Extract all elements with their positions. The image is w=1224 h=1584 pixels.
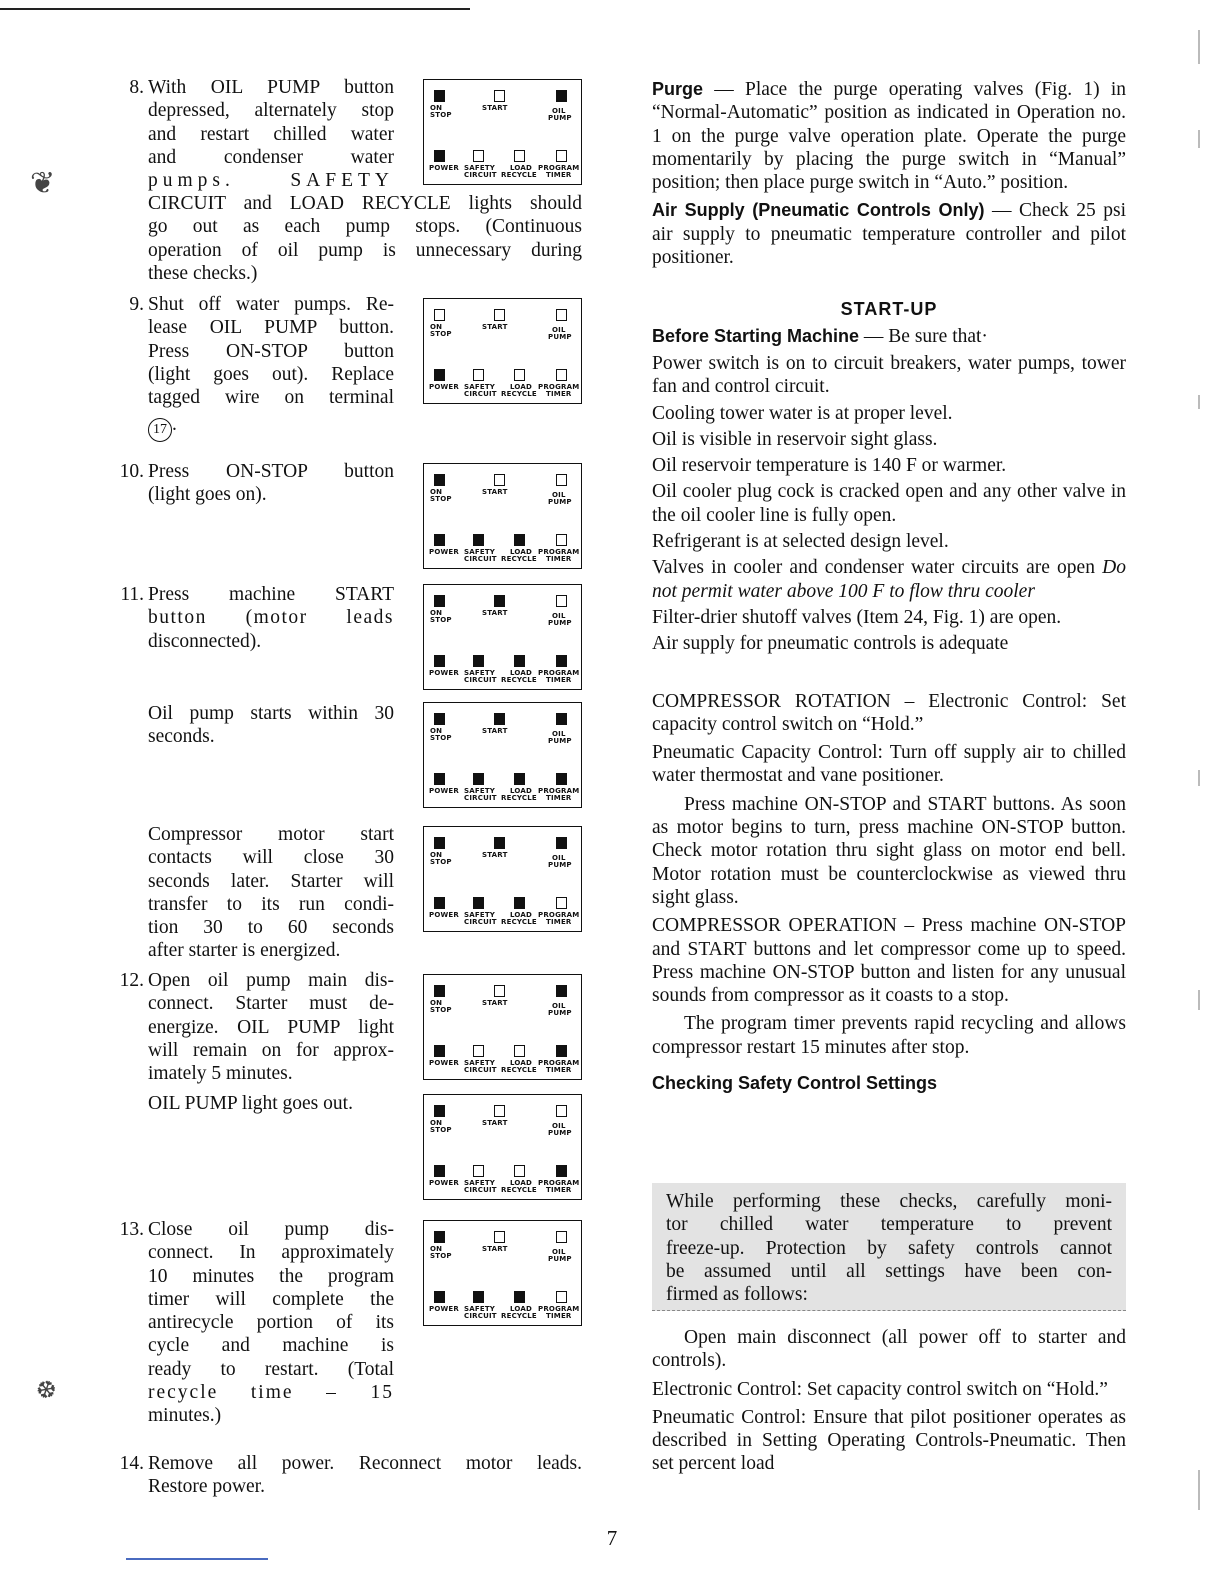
oil-pump-light (556, 985, 567, 997)
step-text-line: tagged wire on terminal (148, 387, 394, 409)
indicator-panel-step-8 (423, 79, 582, 185)
step-text-line: and restart chilled water (148, 123, 394, 145)
start-light (494, 837, 505, 849)
power-light (434, 897, 445, 909)
step-number: 8. (129, 77, 144, 98)
circuit-label: CIRCUIT (464, 555, 497, 563)
pump-label: PUMP (548, 619, 572, 627)
air-supply-paragraph (652, 199, 1126, 269)
caution-line: tor chilled water temperature to prevent (666, 1214, 1112, 1236)
step-text-line: and condenser water (148, 146, 394, 168)
load-recycle-light (514, 773, 525, 785)
power-light (434, 1165, 445, 1177)
load-label: LOAD (510, 911, 533, 919)
before-starting-heading: Before Starting Machine (652, 325, 860, 346)
step-text-line: Shut off water pumps. Re- (148, 294, 394, 315)
compressor-operation-paragraph: COMPRESSOR OPERATION – Press machine ON-STOP and START buttons and let compressor come up to speed. Press machine ON-STOP button and listen for any unusual sounds from compressor as it coasts to a stop. (652, 915, 1126, 1007)
step-text-line: disconnected). (148, 630, 262, 652)
checklist-item: Oil is visible in reservoir sight glass. (652, 428, 938, 450)
program-label: PROGRAM (538, 1179, 580, 1187)
edge-tick (1198, 1470, 1200, 1510)
on-stop-light (434, 595, 445, 607)
before-starting-paragraph (652, 325, 1126, 348)
start-label: START (482, 999, 508, 1007)
safety-label: SAFETY (464, 1179, 496, 1187)
step-text-line: ready to restart. (Total (148, 1358, 394, 1380)
pump-label: PUMP (548, 333, 572, 341)
purge-paragraph (652, 78, 1126, 194)
start-light (494, 90, 505, 102)
power-label: POWER (429, 669, 459, 677)
checklist-item: Power switch is on to circuit breakers, water pumps, tower fan and control circuit. (652, 352, 1126, 398)
pump-label: PUMP (548, 1129, 572, 1137)
step-text-line: (light goes on). (148, 484, 267, 506)
rotation-check-paragraph: Press machine ON-STOP and START buttons. As soon as motor begins to turn, press machine ON-STOP button. Check motor rotation thru sight glass on motor end bell. Motor rotation must be counterclockwise as viewed thru sight glass. (652, 793, 1126, 908)
checklist-item-valves (652, 556, 1126, 603)
program-timer-light (556, 897, 567, 909)
load-label: LOAD (510, 1059, 533, 1067)
on-label: ON (430, 488, 443, 496)
step-text-line: Remove all power. Reconnect motor leads. (148, 1453, 582, 1474)
safety-circuit-light (473, 369, 484, 381)
power-light (434, 369, 445, 381)
power-light (434, 773, 445, 785)
stop-label: STOP (430, 1006, 452, 1014)
step-text-line: Restore power. (148, 1476, 265, 1498)
load-label: LOAD (510, 164, 533, 172)
safety-label: SAFETY (464, 911, 496, 919)
safety-label: SAFETY (464, 787, 496, 795)
on-stop-light (434, 309, 445, 321)
program-timer-paragraph: The program timer prevents rapid recycling and allows compressor restart 15 minutes after stop. (652, 1013, 1126, 1058)
indicator-panel-step-11-compressor (423, 826, 582, 932)
on-stop-light (434, 474, 445, 486)
timer-label: TIMER (546, 390, 572, 398)
timer-label: TIMER (546, 918, 572, 926)
step-text-line: Press ON-STOP button (148, 461, 394, 482)
step-text-line: Press machine START (148, 584, 394, 605)
oil-label: OIL (552, 107, 566, 115)
recycle-label: RECYCLE (501, 676, 537, 684)
timer-label: TIMER (546, 1186, 572, 1194)
start-label: START (482, 104, 508, 112)
circuit-label: CIRCUIT (464, 918, 497, 926)
step-number: 11. (120, 584, 144, 605)
oil-pump-light (556, 1231, 567, 1243)
caution-line: be assumed until all settings have been con- (666, 1260, 1112, 1282)
program-label: PROGRAM (538, 1305, 580, 1313)
program-label: PROGRAM (538, 787, 580, 795)
compressor-rotation-paragraph: COMPRESSOR ROTATION – Electronic Control: Set capacity control switch on “Hold.” (652, 690, 1126, 735)
step-text-line: operation of oil pump is unnecessary during (148, 239, 582, 261)
step-text-line: these checks.) (148, 262, 258, 284)
step-number: 13. (119, 1219, 144, 1240)
indicator-panel-step-11-oil-pump (423, 702, 582, 808)
start-label: START (482, 609, 508, 617)
recycle-label: RECYCLE (501, 794, 537, 802)
start-label: START (482, 851, 508, 859)
purge-text: — Place the purge operating valves (Fig. 1) in “Normal-Automatic” position as indicated in Operation no. 1 on the purge valve operation plate. Operate the purge momentarily by placing the purge switch in “Manual” position; then place purge switch in “Auto.” position. (652, 79, 1126, 194)
timer-label: TIMER (546, 794, 572, 802)
program-label: PROGRAM (538, 669, 580, 677)
load-label: LOAD (510, 1179, 533, 1187)
oil-pump-light (556, 90, 567, 102)
power-label: POWER (429, 383, 459, 391)
program-timer-light (556, 1165, 567, 1177)
power-light (434, 1291, 445, 1303)
caution-box (652, 1183, 1126, 1311)
recycle-label: RECYCLE (501, 390, 537, 398)
oil-pump-light (556, 474, 567, 486)
oil-label: OIL (552, 1002, 566, 1010)
step-text-line: will remain on for approx- (148, 1039, 394, 1061)
startup-heading: START-UP (840, 299, 938, 320)
start-label: START (482, 1245, 508, 1253)
step-text-line: tion 30 to 60 seconds (148, 917, 394, 939)
on-stop-light (434, 1105, 445, 1117)
step-text-line: seconds later. Starter will (148, 870, 394, 892)
power-label: POWER (429, 787, 459, 795)
start-label: START (482, 323, 508, 331)
caution-line: freeze-up. Protection by safety controls cannot (666, 1237, 1112, 1259)
checklist-item: Filter-drier shutoff valves (Item 24, Fig. 1) are open. (652, 606, 1062, 628)
safety-circuit-light (473, 1291, 484, 1303)
step-text-line: OIL PUMP light goes out. (148, 1093, 353, 1114)
load-recycle-light (514, 1291, 525, 1303)
step-text-line: lease OIL PUMP button. (148, 317, 394, 339)
timer-label: TIMER (546, 676, 572, 684)
edge-tick (1198, 395, 1200, 409)
step-text-line: With OIL PUMP button (148, 77, 394, 98)
recycle-label: RECYCLE (501, 1186, 537, 1194)
step-text-line: depressed, alternately stop (148, 100, 394, 122)
step-number: 14. (119, 1453, 144, 1474)
step-text-line: minutes.) (148, 1405, 222, 1427)
on-stop-light (434, 1231, 445, 1243)
start-label: START (482, 488, 508, 496)
edge-tick (1198, 990, 1200, 1010)
oil-pump-light (556, 1105, 567, 1117)
indicator-panel-step-12-oil-light (423, 1094, 582, 1200)
program-timer-light (556, 773, 567, 785)
program-timer-light (556, 655, 567, 667)
load-recycle-light (514, 150, 525, 162)
timer-label: TIMER (546, 1066, 572, 1074)
safety-label: SAFETY (464, 1305, 496, 1313)
air-supply-text: — Check 25 psi air supply to pneumatic temperature controller and pilot positioner. (652, 200, 1127, 269)
oil-label: OIL (552, 1248, 566, 1256)
step-text-line: Open oil pump main dis- (148, 970, 394, 991)
start-light (494, 985, 505, 997)
pump-label: PUMP (548, 861, 572, 869)
load-label: LOAD (510, 1305, 533, 1313)
safety-settings-heading: Checking Safety Control Settings (652, 1072, 938, 1093)
power-light (434, 150, 445, 162)
stop-label: STOP (430, 111, 452, 119)
recycle-label: RECYCLE (501, 555, 537, 563)
step-text-line: contacts will close 30 (148, 847, 394, 869)
program-label: PROGRAM (538, 1059, 580, 1067)
oil-pump-light (556, 309, 567, 321)
step-text-line: cycle and machine is (148, 1335, 394, 1357)
power-light (434, 655, 445, 667)
safety-label: SAFETY (464, 1059, 496, 1067)
load-label: LOAD (510, 787, 533, 795)
safety-circuit-light (473, 897, 484, 909)
edge-tick (1198, 130, 1200, 148)
edge-tick (1198, 770, 1200, 786)
safety-circuit-light (473, 1045, 484, 1057)
step-text-line: energize. OIL PUMP light (148, 1016, 394, 1038)
on-label: ON (430, 609, 443, 617)
checklist-item: Cooling tower water is at proper level. (652, 402, 953, 424)
timer-label: TIMER (546, 555, 572, 563)
circuit-label: CIRCUIT (464, 1066, 497, 1074)
step-number: 12. (119, 970, 144, 991)
start-light (494, 1231, 505, 1243)
power-label: POWER (429, 1179, 459, 1187)
before-starting-text: — Be sure that· (859, 325, 988, 347)
safety-circuit-light (473, 655, 484, 667)
on-label: ON (430, 999, 443, 1007)
safety-label: SAFETY (464, 669, 496, 677)
circuit-label: CIRCUIT (464, 676, 497, 684)
bottom-rule (126, 1558, 268, 1560)
program-label: PROGRAM (538, 911, 580, 919)
step-text-line: timer will complete the (148, 1288, 394, 1310)
step-text-line: connect. In approximately (148, 1242, 394, 1264)
program-timer-light (556, 1291, 567, 1303)
power-label: POWER (429, 1059, 459, 1067)
margin-smudge-mark: ❦ (30, 166, 56, 201)
valves-warning: Do not permit water above 100 F to flow thru cooler (652, 557, 1126, 602)
program-timer-light (556, 1045, 567, 1057)
oil-label: OIL (552, 854, 566, 862)
purge-heading: Purge (652, 79, 704, 99)
safety-circuit-light (473, 150, 484, 162)
on-stop-light (434, 90, 445, 102)
on-stop-light (434, 985, 445, 997)
step-text-line: pumps. SAFETY (148, 170, 394, 192)
recycle-label: RECYCLE (501, 171, 537, 179)
on-label: ON (430, 104, 443, 112)
terminal-suffix: . (172, 414, 177, 436)
checklist-item: Oil reservoir temperature is 140 F or warmer. (652, 455, 1007, 477)
step-text-line: connect. Starter must de- (148, 993, 394, 1015)
start-label: START (482, 1119, 508, 1127)
oil-pump-light (556, 837, 567, 849)
on-label: ON (430, 727, 443, 735)
stop-label: STOP (430, 495, 452, 503)
pump-label: PUMP (548, 737, 572, 745)
recycle-label: RECYCLE (501, 1066, 537, 1074)
step-text-line: antirecycle portion of its (148, 1312, 394, 1334)
stop-label: STOP (430, 734, 452, 742)
circuit-label: CIRCUIT (464, 390, 497, 398)
step-text-line: after starter is energized. (148, 940, 341, 962)
oil-label: OIL (552, 1122, 566, 1130)
load-recycle-light (514, 369, 525, 381)
stop-label: STOP (430, 1252, 452, 1260)
checklist-item: Air supply for pneumatic controls is adequate (652, 633, 1009, 655)
program-label: PROGRAM (538, 383, 580, 391)
load-label: LOAD (510, 383, 533, 391)
step-number: 10. (119, 461, 144, 482)
valves-text: Valves in cooler and condenser water circuits are open (652, 557, 1103, 579)
step-text-line: CIRCUIT and LOAD RECYCLE lights should (148, 193, 582, 214)
load-label: LOAD (510, 669, 533, 677)
caution-line: While performing these checks, carefully moni- (666, 1191, 1112, 1212)
circuit-label: CIRCUIT (464, 1312, 497, 1320)
circuit-label: CIRCUIT (464, 1186, 497, 1194)
safety-circuit-light (473, 534, 484, 546)
load-recycle-light (514, 1165, 525, 1177)
indicator-panel-step-11 (423, 584, 582, 690)
oil-pump-light (556, 713, 567, 725)
circuit-label: CIRCUIT (464, 794, 497, 802)
oil-label: OIL (552, 491, 566, 499)
step-text-line: imately 5 minutes. (148, 1063, 293, 1085)
safety-label: SAFETY (464, 164, 496, 172)
power-label: POWER (429, 548, 459, 556)
oil-label: OIL (552, 326, 566, 334)
safety-label: SAFETY (464, 383, 496, 391)
power-label: POWER (429, 164, 459, 172)
stop-label: STOP (430, 616, 452, 624)
terminal-number: 17 (148, 418, 172, 442)
on-stop-light (434, 837, 445, 849)
program-label: PROGRAM (538, 164, 580, 172)
air-supply-heading: Air Supply (Pneumatic Controls Only) (652, 200, 985, 221)
indicator-panel-step-10 (423, 463, 582, 569)
power-label: POWER (429, 911, 459, 919)
step-text-line: Close oil pump dis- (148, 1219, 394, 1240)
stop-label: STOP (430, 858, 452, 866)
program-timer-light (556, 369, 567, 381)
pump-label: PUMP (548, 1009, 572, 1017)
stop-label: STOP (430, 1126, 452, 1134)
indicator-panel-step-12 (423, 974, 582, 1080)
start-light (494, 595, 505, 607)
start-light (494, 1105, 505, 1117)
on-stop-light (434, 713, 445, 725)
start-label: START (482, 727, 508, 735)
timer-label: TIMER (546, 171, 572, 179)
right-column-lower (652, 1326, 1126, 1476)
step-text-line: button (motor leads (148, 607, 394, 629)
right-column (652, 78, 1126, 1095)
edge-tick (1198, 30, 1200, 64)
recycle-label: RECYCLE (501, 918, 537, 926)
load-recycle-light (514, 1045, 525, 1057)
step-text-line: (light goes out). Replace (148, 363, 394, 385)
on-label: ON (430, 851, 443, 859)
program-timer-light (556, 534, 567, 546)
oil-label: OIL (552, 730, 566, 738)
pump-label: PUMP (548, 1255, 572, 1263)
oil-label: OIL (552, 612, 566, 620)
pump-label: PUMP (548, 114, 572, 122)
power-light (434, 1045, 445, 1057)
load-recycle-light (514, 655, 525, 667)
start-light (494, 474, 505, 486)
circuit-label: CIRCUIT (464, 171, 497, 179)
pump-label: PUMP (548, 498, 572, 506)
step-text-line: recycle time – 15 (148, 1382, 394, 1404)
power-light (434, 534, 445, 546)
oil-pump-light (556, 595, 567, 607)
pneumatic-control-paragraph: Pneumatic Control: Ensure that pilot positioner operates as described in Setting Operating Controls-Pneumatic. Then set percent load (652, 1406, 1126, 1475)
load-recycle-light (514, 534, 525, 546)
stop-label: STOP (430, 330, 452, 338)
safety-circuit-light (473, 1165, 484, 1177)
indicator-panel-step-9 (423, 298, 582, 404)
on-label: ON (430, 1119, 443, 1127)
power-label: POWER (429, 1305, 459, 1313)
top-rule (0, 8, 470, 10)
step-text-line: go out as each pump stops. (Continuous (148, 216, 582, 238)
start-light (494, 713, 505, 725)
step-text-line: transfer to its run condi- (148, 893, 394, 915)
page-number: 7 (606, 1526, 618, 1550)
step-text-line: Compressor motor start (148, 824, 394, 845)
step-text-line: Oil pump starts within 30 (148, 703, 394, 724)
margin-smudge-mark: ❆ (31, 1373, 61, 1407)
indicator-panel-step-13 (423, 1220, 582, 1326)
recycle-label: RECYCLE (501, 1312, 537, 1320)
safety-label: SAFETY (464, 548, 496, 556)
on-label: ON (430, 323, 443, 331)
caution-line: firmed as follows: (666, 1284, 808, 1306)
checklist-item: Refrigerant is at selected design level. (652, 531, 949, 553)
step-number: 9. (129, 294, 144, 315)
load-recycle-light (514, 897, 525, 909)
electronic-control-paragraph: Electronic Control: Set capacity control switch on “Hold.” (652, 1378, 1108, 1400)
step-text-line: Press ON-STOP button (148, 340, 394, 362)
on-label: ON (430, 1245, 443, 1253)
start-light (494, 309, 505, 321)
load-label: LOAD (510, 548, 533, 556)
checklist-item: Oil cooler plug cock is cracked open and any other valve in the oil cooler line is fully open. (652, 481, 1126, 526)
timer-label: TIMER (546, 1312, 572, 1320)
pneumatic-capacity-paragraph: Pneumatic Capacity Control: Turn off supply air to chilled water thermostat and vane positioner. (652, 742, 1126, 787)
program-timer-light (556, 150, 567, 162)
open-main-disconnect-paragraph: Open main disconnect (all power off to starter and controls). (652, 1327, 1126, 1372)
safety-circuit-light (473, 773, 484, 785)
program-label: PROGRAM (538, 548, 580, 556)
step-text-line: seconds. (148, 726, 215, 748)
step-text-line: 10 minutes the program (148, 1265, 394, 1287)
